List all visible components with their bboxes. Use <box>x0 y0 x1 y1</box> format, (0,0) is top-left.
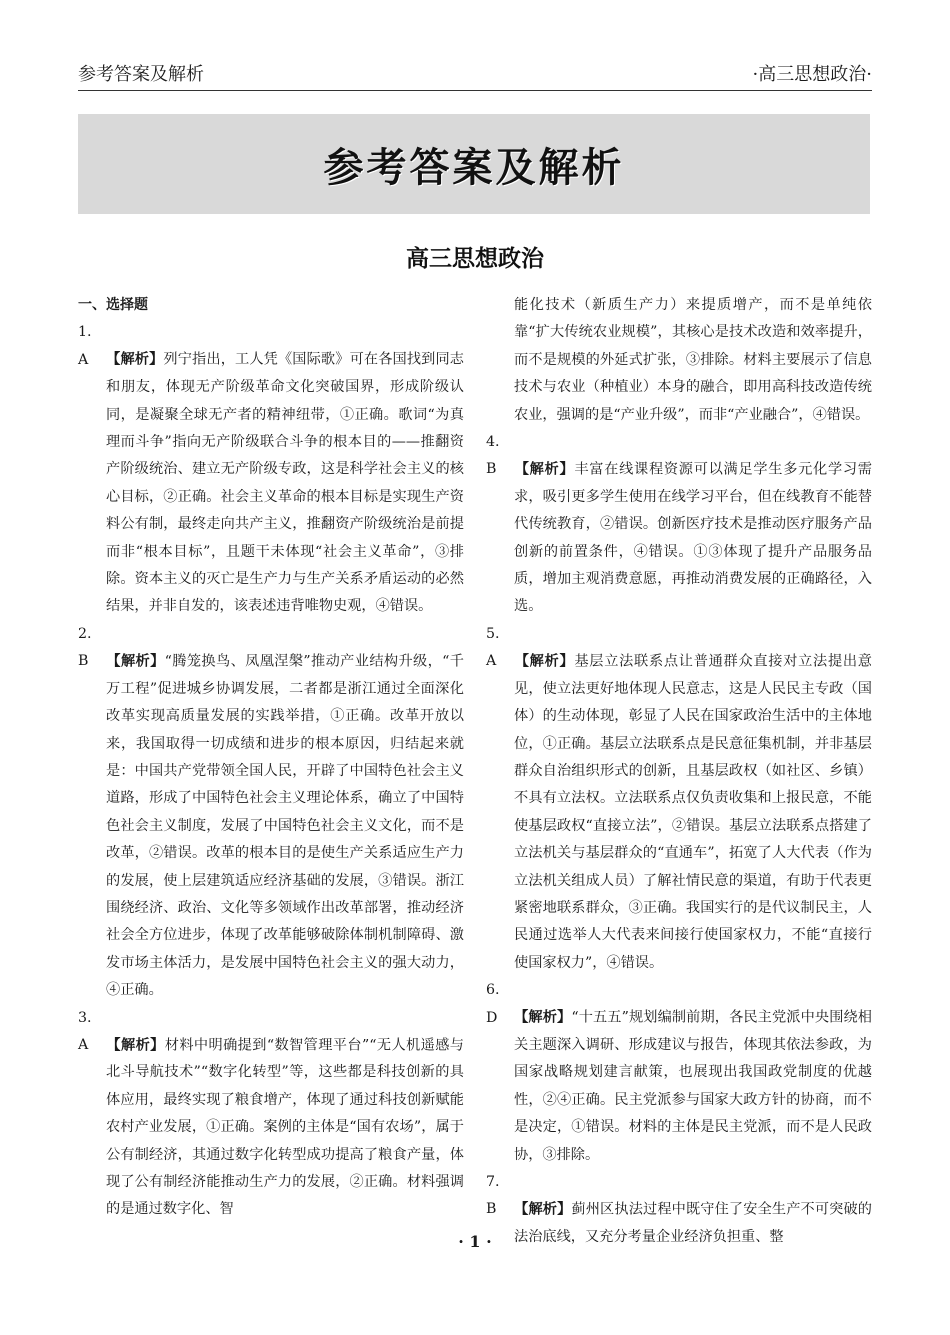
answer-item-1 <box>78 319 464 620</box>
left-column <box>78 292 464 1229</box>
analysis-tag: 【解析】 <box>106 653 165 670</box>
answer-item-3 <box>78 1005 464 1224</box>
right-column <box>486 292 872 1245</box>
answer-text: 材料中明确提到“数智管理平台”“无人机遥感与北斗导航技术”“数字化转型”等，这些都是科技创新的具体应用，最终实现了粮食增产，体现了通过科技创新赋能农村产业发展，①正确。案例的主体是“国有农场”，属于公有制经济，其通过数字化转型成功提高了粮食产量，体现了公有制经济能推动生产力的发展，②正确。材料强调的是通过数字化、智 <box>106 1036 464 1218</box>
running-header <box>78 58 872 91</box>
analysis-tag: 【解析】 <box>514 461 575 478</box>
header-left-text: 参考答案及解析 <box>78 64 204 85</box>
answer-text: 基层立法联系点让普通群众直接对立法提出意见，使立法更好地体现人民意志，这是人民民主专政（国体）的生动体现，彰显了人民在国家政治生活中的主体地位，①正确。基层立法联系点是民意征集机制，并非基层群众自治组织形式的创新，且基层政权（如社区、乡镇）不具有立法权。立法联系点仅负责收集和上报民意，不能使基层政权“直接立法”，②错误。基层立法联系点搭建了立法机关与基层群众的“直通车”，拓宽了人大代表（作为立法机关组成人员）了解社情民意的渠道，有助于代表更紧密地联系群众，③正确。我国实行的是代议制民主，人民通过选举人大代表来间接行使国家权力，不能“直接行使国家权力”，④错误。 <box>514 653 872 971</box>
answer-number: 2. B <box>78 625 92 670</box>
subject-title: 高三思想政治 <box>406 246 544 272</box>
page-title: 参考答案及解析 <box>323 144 625 191</box>
answer-text: 蓟州区执法过程中既守住了安全生产不可突破的法治底线，又充分考量企业经济负担重、整 <box>514 1201 872 1245</box>
answer-number: 7. B <box>486 1174 500 1218</box>
answer-item-5 <box>486 621 872 977</box>
analysis-tag: 【解析】 <box>106 351 164 368</box>
answer-text: “腾笼换鸟、凤凰涅槃”推动产业结构升级，“千万工程”促进城乡协调发展，二者都是浙江通过全面深化改革实现高质量发展的实践举措，①正确。改革开放以来，我国取得一切成绩和进步的根本原因，归结起来就是：中国共产党带领全国人民，开辟了中国特色社会主义道路，形成了中国特色社会主义理论体系，确立了中国特色社会主义制度，发展了中国特色社会主义文化，而不是改革，②错误。改革的根本目的是使生产关系适应生产力的发展，使上层建筑适应经济基础的发展，③错误。浙江围绕经济、政治、文化等多领域作出改革部署，推动经济社会全方位进步，体现了改革能够破除体制机制障碍、激发市场主体活力，是发展中国特色社会主义的强大动力，④正确。 <box>106 653 464 999</box>
answer-number: 4. B <box>486 434 500 478</box>
answer-item-4 <box>486 429 872 621</box>
answer-number: 1. A <box>78 324 92 368</box>
page-number: · 1 · <box>458 1232 492 1251</box>
answer-number: 5. A <box>486 625 500 670</box>
header-right-text: ·高三思想政治· <box>752 64 872 85</box>
title-banner <box>78 114 870 214</box>
answer-item-3-continued: 能化技术（新质生产力）来提质增产，而不是单纯依靠“扩大传统农业规模”，其核心是技术改造和效率提升，而不是规模的外延式扩张，③排除。材料主要展示了信息技术与农业（种植业）本身的融合，即用高科技改造传统农业，强调的是“产业升级”，而非“产业融合”，④错误。 <box>514 297 872 423</box>
answer-text: 列宁指出，工人凭《国际歌》可在各国找到同志和朋友，体现无产阶级革命文化突破国界，形成阶级认同，是凝聚全球无产者的精神纽带，①正确。歌词“为真理而斗争”指向无产阶级联合斗争的根本目的——推翻资产阶级统治、建立无产阶级专政，这是科学社会主义的核心目标，②正确。社会主义革命的根本目标是实现生产资料公有制，最终走向共产主义，推翻资产阶级统治是前提而非“根本目标”，且题干未体现“社会主义革命”，③排除。资本主义的灭亡是生产力与生产关系矛盾运动的必然结果，并非自发的，该表述违背唯物史观，④错误。 <box>106 351 464 615</box>
answer-number: 3. A <box>78 1009 92 1053</box>
answer-item-2 <box>78 621 464 1005</box>
answer-text: 丰富在线课程资源可以满足学生多元化学习需求，吸引更多学生使用在线学习平台，但在线教育不能替代传统教育，②错误。创新医疗技术是推动医疗服务产品创新的前置条件，④错误。①③体现了提升产品服务品质，增加主观消费意愿，再推动消费发展的正确路径，入选。 <box>514 461 872 615</box>
section-heading: 一、选择题 <box>78 297 148 313</box>
analysis-tag: 【解析】 <box>106 1036 165 1053</box>
answer-item-6 <box>486 977 872 1169</box>
answer-text: “十五五”规划编制前期，各民主党派中央围绕相关主题深入调研、形成建议与报告，体现其依法参政，为国家战略规划建言献策，也展现出我国政党制度的优越性，②④正确。民主党派参与国家大政方针的协商，而不是决定，①错误。材料的主体是民主党派，而不是人民政协，③排除。 <box>514 1009 872 1163</box>
analysis-tag: 【解析】 <box>514 653 575 670</box>
analysis-tag: 【解析】 <box>514 1009 572 1026</box>
analysis-tag: 【解析】 <box>514 1201 572 1218</box>
answer-number: 6. D <box>486 982 500 1026</box>
